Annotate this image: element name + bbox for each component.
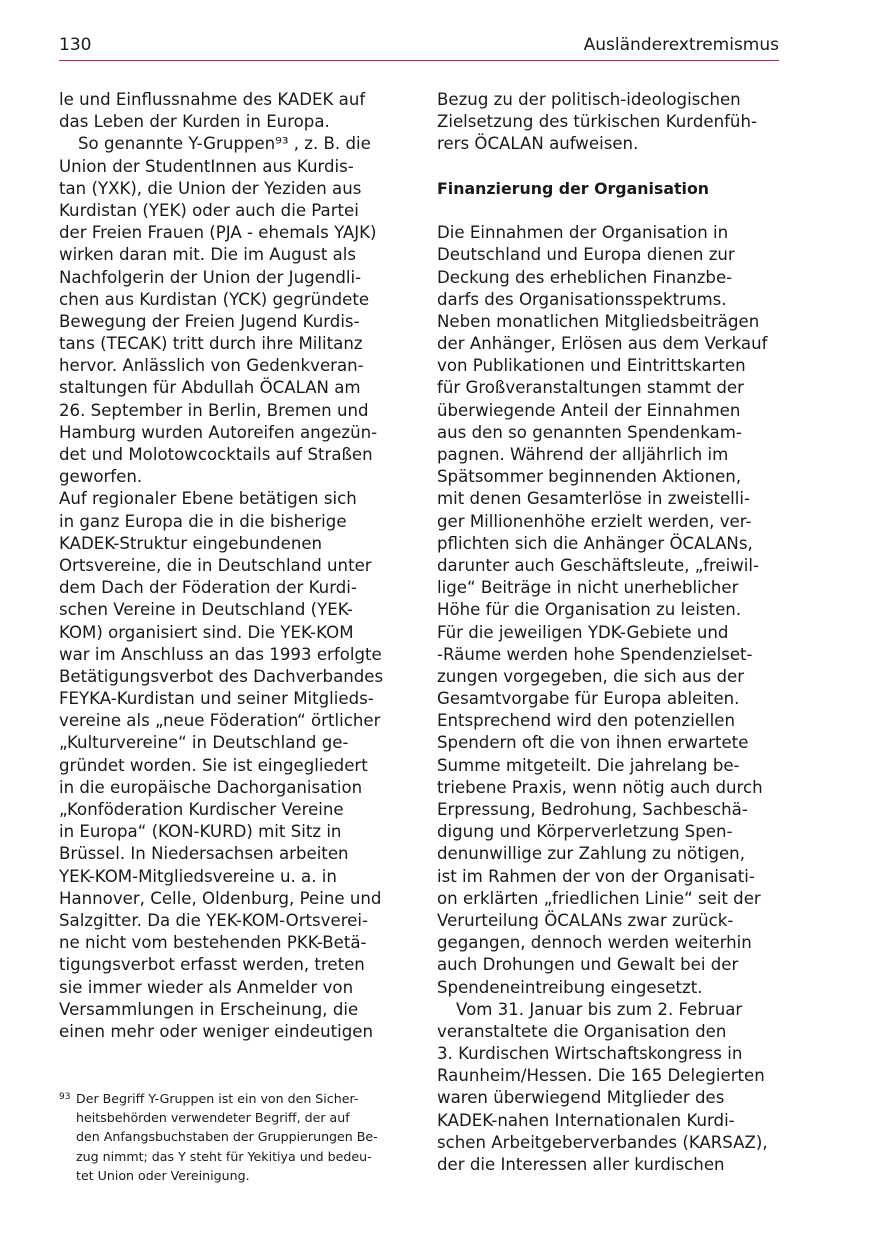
- text-line: Erpressung, Bedrohung, Sachbeschä-: [437, 800, 748, 819]
- text-line: Höhe für die Organisation zu leisten.: [437, 600, 742, 620]
- text-line: Betätigungsverbot des Dachverbandes: [59, 666, 384, 686]
- text-line: für Großveranstaltungen stammt der: [437, 378, 744, 398]
- text-line: So genannte Y-Gruppen⁹³ , z. B. die: [78, 134, 371, 154]
- text-line: 3. Kurdischen Wirtschaftskongress in: [437, 1044, 743, 1064]
- text-line: FEYKA-Kurdistan und seiner Mitglieds-: [59, 689, 374, 709]
- text-line: det und Molotowcocktails auf Straßen: [59, 445, 373, 464]
- text-line: Union der StudentInnen aus Kurdis-: [59, 156, 354, 176]
- text-line: vereine als „neue Föderation“ örtlicher: [59, 711, 381, 731]
- text-line: staltungen für Abdullah ÖCALAN am: [59, 378, 361, 398]
- text-line: pflichten sich die Anhänger ÖCALANs,: [437, 533, 753, 553]
- text-line: auch Drohungen und Gewalt bei der: [437, 955, 739, 975]
- text-line: digung und Körperverletzung Spen-: [437, 822, 733, 842]
- text-line: gegangen, dennoch werden weiterhin: [437, 933, 752, 953]
- text-line: Hamburg wurden Autoreifen angezün-: [59, 422, 378, 442]
- text-line: Gesamtvorgabe für Europa ableiten.: [437, 689, 740, 709]
- text-line: Nachfolgerin der Union der Jugendli-: [59, 267, 362, 287]
- text-line: schen Arbeitgeberverbandes (KARSAZ),: [437, 1132, 768, 1152]
- text-line: 26. September in Berlin, Bremen und: [59, 400, 369, 420]
- text-line: sie immer wieder als Anmelder von: [59, 977, 354, 997]
- text-line: Deckung des erheblichen Finanzbe-: [437, 267, 733, 287]
- text-line: lige“ Beiträge in nicht unerheblicher: [437, 578, 739, 598]
- text-line: on erklärten „friedlichen Linie“ seit der: [437, 888, 761, 908]
- footnote-line: den Anfangsbuchstaben der Gruppierungen Be-: [76, 1129, 378, 1145]
- text-line: Spätsommer beginnenden Aktionen,: [437, 467, 742, 487]
- text-line: zungen vorgegeben, die sich aus der: [437, 666, 745, 686]
- text-line: tigungsverbot erfasst werden, treten: [59, 955, 365, 975]
- text-line: der die Interessen aller kurdischen: [437, 1155, 725, 1174]
- text-line: rers ÖCALAN aufweisen.: [437, 134, 639, 154]
- text-line: Entsprechend wird den potenziellen: [437, 711, 735, 731]
- footnote-text: [59, 1089, 409, 1185]
- text-line: geworfen.: [59, 467, 143, 487]
- text-line: KOM) organisiert sind. Die YEK-KOM: [59, 622, 354, 642]
- right-body-text: [437, 222, 783, 1176]
- text-line: Bezug zu der politisch-ideologischen: [437, 90, 741, 109]
- text-line: war im Anschluss an das 1993 erfolgte: [59, 644, 382, 664]
- text-line: le und Einflussnahme des KADEK auf: [59, 90, 366, 109]
- text-line: aus den so genannten Spendenkam-: [437, 422, 742, 442]
- text-line: darunter auch Geschäftsleute, „freiwil-: [437, 555, 759, 575]
- page-number: 130: [59, 35, 92, 55]
- text-line: denunwillige zur Zahlung zu nötigen,: [437, 844, 745, 864]
- text-line: Versammlungen in Erscheinung, die: [59, 999, 359, 1019]
- text-line: Neben monatlichen Mitgliedsbeiträgen: [437, 311, 760, 331]
- text-line: Die Einnahmen der Organisation in: [437, 223, 729, 243]
- text-line: Brüssel. In Niedersachsen arbeiten: [59, 844, 349, 864]
- text-line: Salzgitter. Da die YEK-KOM-Ortsverei-: [59, 910, 368, 930]
- text-line: ist im Rahmen der von der Organisati-: [437, 866, 755, 886]
- text-line: Deutschland und Europa dienen zur: [437, 245, 735, 265]
- text-line: Verurteilung ÖCALANs zwar zurück-: [437, 910, 734, 930]
- left-column: [59, 89, 409, 1043]
- text-line: hervor. Anlässlich von Gedenkveran-: [59, 356, 364, 376]
- text-line: in Europa“ (KON-KURD) mit Sitz in: [59, 822, 342, 842]
- text-line: überwiegende Anteil der Einnahmen: [437, 400, 741, 420]
- text-line: in die europäische Dachorganisation: [59, 777, 363, 797]
- text-line: von Publikationen und Eintrittskarten: [437, 356, 746, 376]
- text-line: waren überwiegend Mitglieder des: [437, 1088, 725, 1108]
- text-line: tan (YXK), die Union der Yeziden aus: [59, 178, 362, 198]
- text-line: dem Dach der Föderation der Kurdi-: [59, 578, 357, 598]
- footnote-line: zug nimmt; das Y steht für Yekitiya und bedeu-: [76, 1148, 372, 1164]
- text-line: Kurdistan (YEK) oder auch die Partei: [59, 200, 359, 220]
- paragraph-gap: [437, 200, 783, 222]
- text-line: tans (TECAK) tritt durch ihre Militanz: [59, 334, 363, 354]
- text-line: Spendeneintreibung eingesetzt.: [437, 977, 703, 997]
- text-line: YEK-KOM-Mitgliedsvereine u. a. in: [59, 866, 337, 886]
- footnote-marker: 93: [59, 1092, 71, 1102]
- text-line: ger Millionenhöhe erzielt werden, ver-: [437, 511, 752, 531]
- text-line: Ortsvereine, die in Deutschland unter: [59, 555, 372, 575]
- text-line: KADEK-nahen Internationalen Kurdi-: [437, 1110, 735, 1130]
- text-line: Bewegung der Freien Jugend Kurdis-: [59, 311, 360, 331]
- footnote-line: Der Begriff Y-Gruppen ist ein von den Sicher-: [76, 1091, 359, 1106]
- text-line: „Kulturvereine“ in Deutschland ge-: [59, 733, 349, 753]
- text-line: einen mehr oder weniger eindeutigen: [59, 1021, 374, 1041]
- text-line: Zielsetzung des türkischen Kurdenfüh-: [437, 112, 757, 132]
- text-line: in ganz Europa die in die bisherige: [59, 511, 347, 531]
- text-line: der Freien Frauen (PJA - ehemals YAJK): [59, 223, 377, 243]
- text-line: ne nicht vom bestehenden PKK-Betä-: [59, 933, 367, 953]
- header-rule: [59, 60, 779, 61]
- text-line: mit denen Gesamterlöse in zweistelli-: [437, 489, 750, 509]
- text-line: triebene Praxis, wenn nötig auch durch: [437, 777, 763, 797]
- text-line: wirken daran mit. Die im August als: [59, 245, 357, 265]
- text-line: Auf regionaler Ebene betätigen sich: [59, 489, 357, 509]
- text-line: gründet worden. Sie ist eingegliedert: [59, 755, 368, 775]
- right-intro-paragraph: [437, 89, 783, 156]
- footnote-line: tet Union oder Vereinigung.: [76, 1167, 250, 1183]
- text-line: Summe mitgeteilt. Die jahrelang be-: [437, 755, 740, 775]
- right-column: [437, 89, 783, 1176]
- text-line: chen aus Kurdistan (YCK) gegründete: [59, 289, 370, 309]
- text-line: -Räume werden hohe Spendenzielset-: [437, 644, 753, 664]
- text-line: Für die jeweiligen YDK-Gebiete und: [437, 622, 729, 642]
- paragraph-gap: [437, 156, 783, 178]
- section-heading: Finanzierung der Organisation: [437, 178, 710, 198]
- text-line: Spendern oft die von ihnen erwartete: [437, 733, 749, 753]
- text-line: Raunheim/Hessen. Die 165 Delegierten: [437, 1066, 765, 1086]
- text-line: Vom 31. Januar bis zum 2. Februar: [456, 999, 743, 1019]
- running-title: Ausländerextremismus: [583, 35, 779, 55]
- text-line: KADEK-Struktur eingebundenen: [59, 533, 323, 553]
- footnote-line: heitsbehörden verwendeter Begriff, der auf: [76, 1110, 350, 1126]
- text-line: darfs des Organisationsspektrums.: [437, 289, 727, 309]
- text-line: der Anhänger, Erlösen aus dem Verkauf: [437, 334, 768, 354]
- text-line: veranstaltete die Organisation den: [437, 1021, 727, 1041]
- text-line: „Konföderation Kurdischer Vereine: [59, 800, 344, 819]
- footnote: [59, 1089, 409, 1185]
- text-line: Hannover, Celle, Oldenburg, Peine und: [59, 888, 382, 908]
- text-line: das Leben der Kurden in Europa.: [59, 112, 330, 132]
- text-line: pagnen. Während der alljährlich im: [437, 445, 729, 464]
- text-line: schen Vereine in Deutschland (YEK-: [59, 600, 353, 620]
